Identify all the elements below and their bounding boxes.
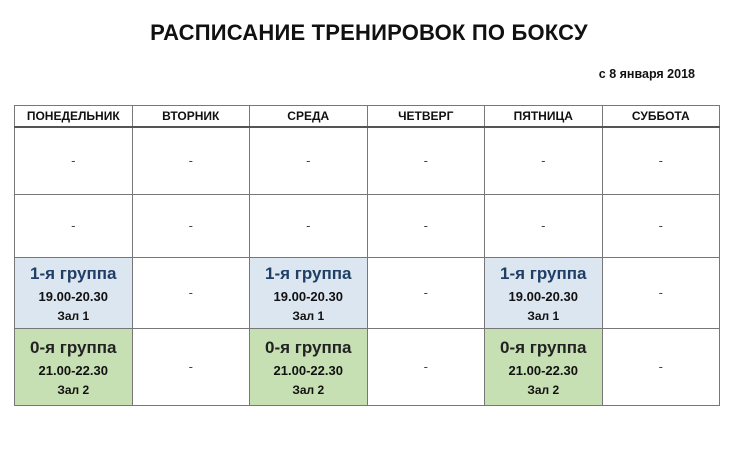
empty-marker: - <box>306 218 311 233</box>
cell-empty <box>132 258 250 329</box>
group-name: 1-я группа <box>500 263 587 283</box>
cell-group0-monday <box>15 329 133 406</box>
header-wednesday: СРЕДА <box>250 106 368 128</box>
header-tuesday: ВТОРНИК <box>132 106 250 128</box>
group-name: 1-я группа <box>30 263 117 283</box>
group-hall: Зал 1 <box>292 308 325 323</box>
header-monday: ПОНЕДЕЛЬНИК <box>15 106 133 128</box>
group-time: 19.00-20.30 <box>508 288 578 304</box>
cell-group0-wednesday <box>250 329 368 406</box>
cell-empty <box>367 127 485 195</box>
group-hall: Зал 2 <box>57 382 90 397</box>
cell-empty <box>367 195 485 258</box>
empty-marker: - <box>658 153 663 168</box>
empty-marker: - <box>188 359 193 374</box>
cell-group1-monday <box>15 258 133 329</box>
cell-empty <box>602 195 720 258</box>
cell-group0-friday <box>485 329 603 406</box>
cell-empty <box>132 127 250 195</box>
group-hall: Зал 2 <box>292 382 325 397</box>
header-saturday: СУББОТА <box>602 106 720 128</box>
empty-marker: - <box>306 153 311 168</box>
empty-marker: - <box>71 153 76 168</box>
group-hall: Зал 1 <box>57 308 90 323</box>
table-header-row <box>15 106 720 128</box>
header-friday: ПЯТНИЦА <box>485 106 603 128</box>
empty-marker: - <box>423 153 428 168</box>
table-row <box>15 258 720 329</box>
empty-marker: - <box>71 218 76 233</box>
cell-empty <box>485 127 603 195</box>
group-time: 19.00-20.30 <box>38 288 108 304</box>
group-name: 0-я группа <box>265 337 352 357</box>
empty-marker: - <box>423 359 428 374</box>
group-name: 0-я группа <box>30 337 117 357</box>
cell-empty <box>132 329 250 406</box>
cell-empty <box>602 127 720 195</box>
empty-marker: - <box>188 153 193 168</box>
header-thursday: ЧЕТВЕРГ <box>367 106 485 128</box>
cell-group1-friday <box>485 258 603 329</box>
schedule-table <box>14 105 720 406</box>
group-time: 21.00-22.30 <box>508 362 578 378</box>
empty-marker: - <box>423 218 428 233</box>
group-time: 21.00-22.30 <box>38 362 108 378</box>
schedule-start-date: с 8 января 2018 <box>598 67 695 81</box>
empty-marker: - <box>188 285 193 300</box>
table-row <box>15 127 720 195</box>
cell-empty <box>132 195 250 258</box>
table-row <box>15 329 720 406</box>
cell-empty <box>250 127 368 195</box>
cell-empty <box>602 258 720 329</box>
empty-marker: - <box>658 218 663 233</box>
cell-empty <box>367 258 485 329</box>
cell-empty <box>250 195 368 258</box>
empty-marker: - <box>658 359 663 374</box>
cell-empty <box>602 329 720 406</box>
group-name: 0-я группа <box>500 337 587 357</box>
empty-marker: - <box>188 218 193 233</box>
group-time: 19.00-20.30 <box>273 288 343 304</box>
empty-marker: - <box>541 153 546 168</box>
empty-marker: - <box>423 285 428 300</box>
table-row <box>15 195 720 258</box>
empty-marker: - <box>541 218 546 233</box>
cell-empty <box>15 127 133 195</box>
page-title: РАСПИСАНИЕ ТРЕНИРОВОК ПО БОКСУ <box>150 20 588 45</box>
cell-empty <box>485 195 603 258</box>
group-hall: Зал 2 <box>527 382 560 397</box>
empty-marker: - <box>658 285 663 300</box>
cell-group1-wednesday <box>250 258 368 329</box>
group-hall: Зал 1 <box>527 308 560 323</box>
cell-empty <box>15 195 133 258</box>
cell-empty <box>367 329 485 406</box>
group-time: 21.00-22.30 <box>273 362 343 378</box>
group-name: 1-я группа <box>265 263 352 283</box>
